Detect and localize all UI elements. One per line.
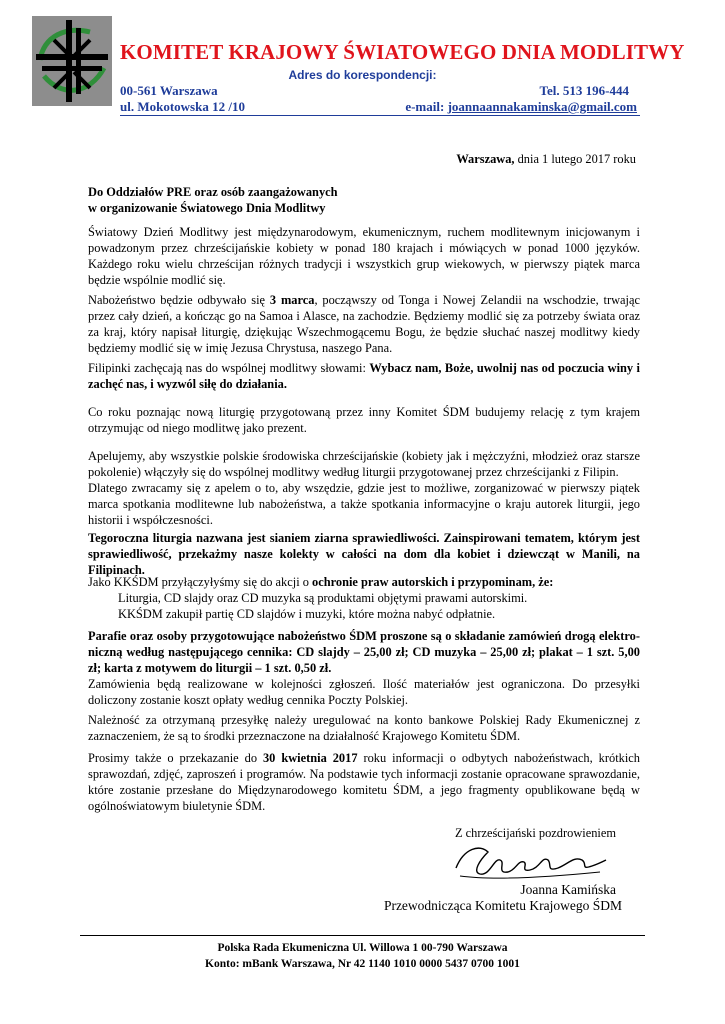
paragraph-8 [88, 574, 640, 622]
paragraph-4-text: Co roku poznając nową liturgię przygotowaną przez inny Komitet ŚDM budujemy relację z tym krajem otrzymując od niego modlitwę jako prezent. [88, 405, 640, 435]
paragraph-2 [88, 292, 640, 356]
footer-address: Polska Rada Ekumeniczna Ul. Willowa 1 00-790 Warszawa [217, 942, 508, 954]
addressee-line-2: w organizowanie Światowego Dnia Modlitwy [88, 201, 326, 215]
organization-logo [32, 16, 112, 106]
footer-divider [80, 935, 645, 936]
committee-title: KOMITET KRAJOWY ŚWIATOWEGO DNIA MODLITWY [120, 40, 685, 64]
phone-number: Tel. 513 196-444 [539, 83, 629, 98]
paragraph-2-a: Nabożeństwo będzie odbywało się [88, 293, 270, 307]
paragraph-2-c: , począwszy od Tonga i Nowej Zelandii na wschodzie, trwając przez cały dzień, a kończąc go na Samoa i Alasce, na zachodzie. Będziemy modlić się za potrzeby świata oraz za kraj, który napisał liturgię, dziękując Wszechmogącemu Bogu, że będzie słuchać naszej modlitwy kiedy będziemy modlić się w imię Jezusa Chrystusa, naszego Pana. [88, 293, 640, 355]
order-notes: Zamówienia będą realizowane w kolejności zgłoszeń. Ilość materiałów jest ograniczona. Do przesyłki doliczony zostanie koszt opłaty według cennika Poczty Polskiej. [88, 677, 640, 707]
paragraph-8-a: Jako KKŚDM przyłączyłyśmy się do akcji o [88, 575, 313, 589]
paragraph-3-a: Filipinki zachęcają nas do wspólnej modlitwy słowami: [88, 361, 370, 375]
paragraph-5 [88, 448, 640, 528]
paragraph-7-text: Tegoroczna liturgia nazwana jest sianiem ziarna sprawiedliwości. Zainspirowani tematem, którym jest sprawiedliwość, przekażmy nasze kolekty w całości na dom dla kobiet i dziewcząt w Manili, na Filipinach. [88, 531, 640, 577]
paragraph-11-c: roku informacji o odbytych nabożeństwach, krótkich sprawozdań, zdjęć, zaproszeń i programów. Na podstawie tych informacji zostanie opracowane sprawozdanie, które zostanie przesłane do Międzynarodowego komitetu ŚDM, a jego fragmenty opublikowane będą w ogólnoświatowym biuletynie ŚDM. [88, 751, 640, 813]
report-deadline: 30 kwietnia 2017 [262, 751, 358, 765]
email-link[interactable]: joannaannakaminska@gmail.com [447, 99, 637, 114]
copyright-line-2: KKŚDM zakupił partię CD slajdów i muzyki, które można nabyć odpłatnie. [118, 607, 496, 621]
paragraph-3 [88, 360, 640, 392]
signer-title: Przewodnicząca Komitetu Krajowego ŚDM [383, 898, 622, 913]
signer-name: Joanna Kamińska [520, 882, 616, 897]
service-date: 3 marca [269, 293, 315, 307]
cross-logo-icon [32, 16, 112, 106]
date-city: Warszawa, [456, 152, 515, 166]
letter-date [88, 152, 636, 167]
date-text: dnia 1 lutego 2017 roku [514, 152, 636, 166]
paragraph-1 [88, 224, 640, 288]
correspondence-subtitle: Adres do korespondencji: [288, 68, 437, 82]
paragraph-7 [88, 530, 640, 578]
email-label: e-mail: [405, 99, 448, 114]
header-divider [120, 115, 640, 116]
copyright-notice: ochronie praw autorskich i przypominam, że: [312, 575, 554, 589]
paragraph-10 [88, 712, 640, 744]
paragraph-10-text: Należność za otrzymaną przesyłkę należy uregulować na konto bankowe Polskiej Rady Ekumenicznej z zaznaczeniem, że są to środki przeznaczone na działalność Krajowego Komitetu ŚDM. [88, 713, 640, 743]
paragraph-5-text: Apelujemy, aby wszystkie polskie środowiska chrześcijańskie (kobiety jak i mężczyźni, młodzież oraz starsze pokolenie) włączyły się do wspólnej modlitwy według liturgii przygotowanej przez chrześcijanki z Filipin. [88, 449, 640, 479]
addressee-line-1: Do Oddziałów PRE oraz osób zaangażowanych [88, 185, 338, 199]
paragraph-6-text: Dlatego zwracamy się z apelem o to, aby wszędzie, gdzie jest to możliwe, zorganizować w pierwszy piątek marca spotkania modlitewne lub nabożeństwa, a także spotkania informacyjne o kraju autorek liturgii, jego historii i współczesności. [88, 481, 640, 527]
footer-bank-account: Konto: mBank Warszawa, Nr 42 1140 1010 0000 5437 0700 1001 [205, 958, 520, 970]
price-list: Parafie oraz osoby przygotowujące nabożeństwo ŚDM proszone są o składanie zamówień drogą elektro-niczną według następującego cennika: CD slajdy – 25,00 zł; CD muzyka – 25,00 zł; plakat – 1 szt. 5,00 zł; karta z motywem do liturgii – 1 szt. 0,50 zł. [88, 629, 640, 675]
addressee [88, 184, 338, 216]
paragraph-4 [88, 404, 640, 436]
paragraph-11 [88, 750, 640, 814]
email-line [405, 99, 637, 115]
prayer-quote: Wybacz nam, Boże, uwolnij nas od poczucia winy i zachęć nas, i wyzwól siłę do działania. [88, 361, 640, 391]
closing-greeting: Z chrześcijański pozdrowieniem [454, 826, 616, 840]
handwritten-signature [450, 838, 610, 882]
paragraph-9 [88, 628, 640, 708]
paragraph-1-text: Światowy Dzień Modlitwy jest międzynarodowym, ekumenicznym, ruchem modlitewnym inicjowanym i powadzonym przez chrześcijańskie kobiety w ponad 180 krajach i mówiących w ponad 1000 języków. Każdego roku wielu chrześcijan różnych tradycji i wszystkich grup wiekowych, w pierwszy piątek marca będzie wspólnie modlić się. [88, 225, 640, 287]
street-address: ul. Mokotowska 12 /10 [120, 99, 245, 114]
copyright-line-1: Liturgia, CD slajdy oraz CD muzyka są produktami objętymi prawami autorskimi. [118, 591, 528, 605]
paragraph-11-a: Prosimy także o przekazanie do [88, 751, 263, 765]
postal-code: 00-561 Warszawa [120, 83, 218, 98]
